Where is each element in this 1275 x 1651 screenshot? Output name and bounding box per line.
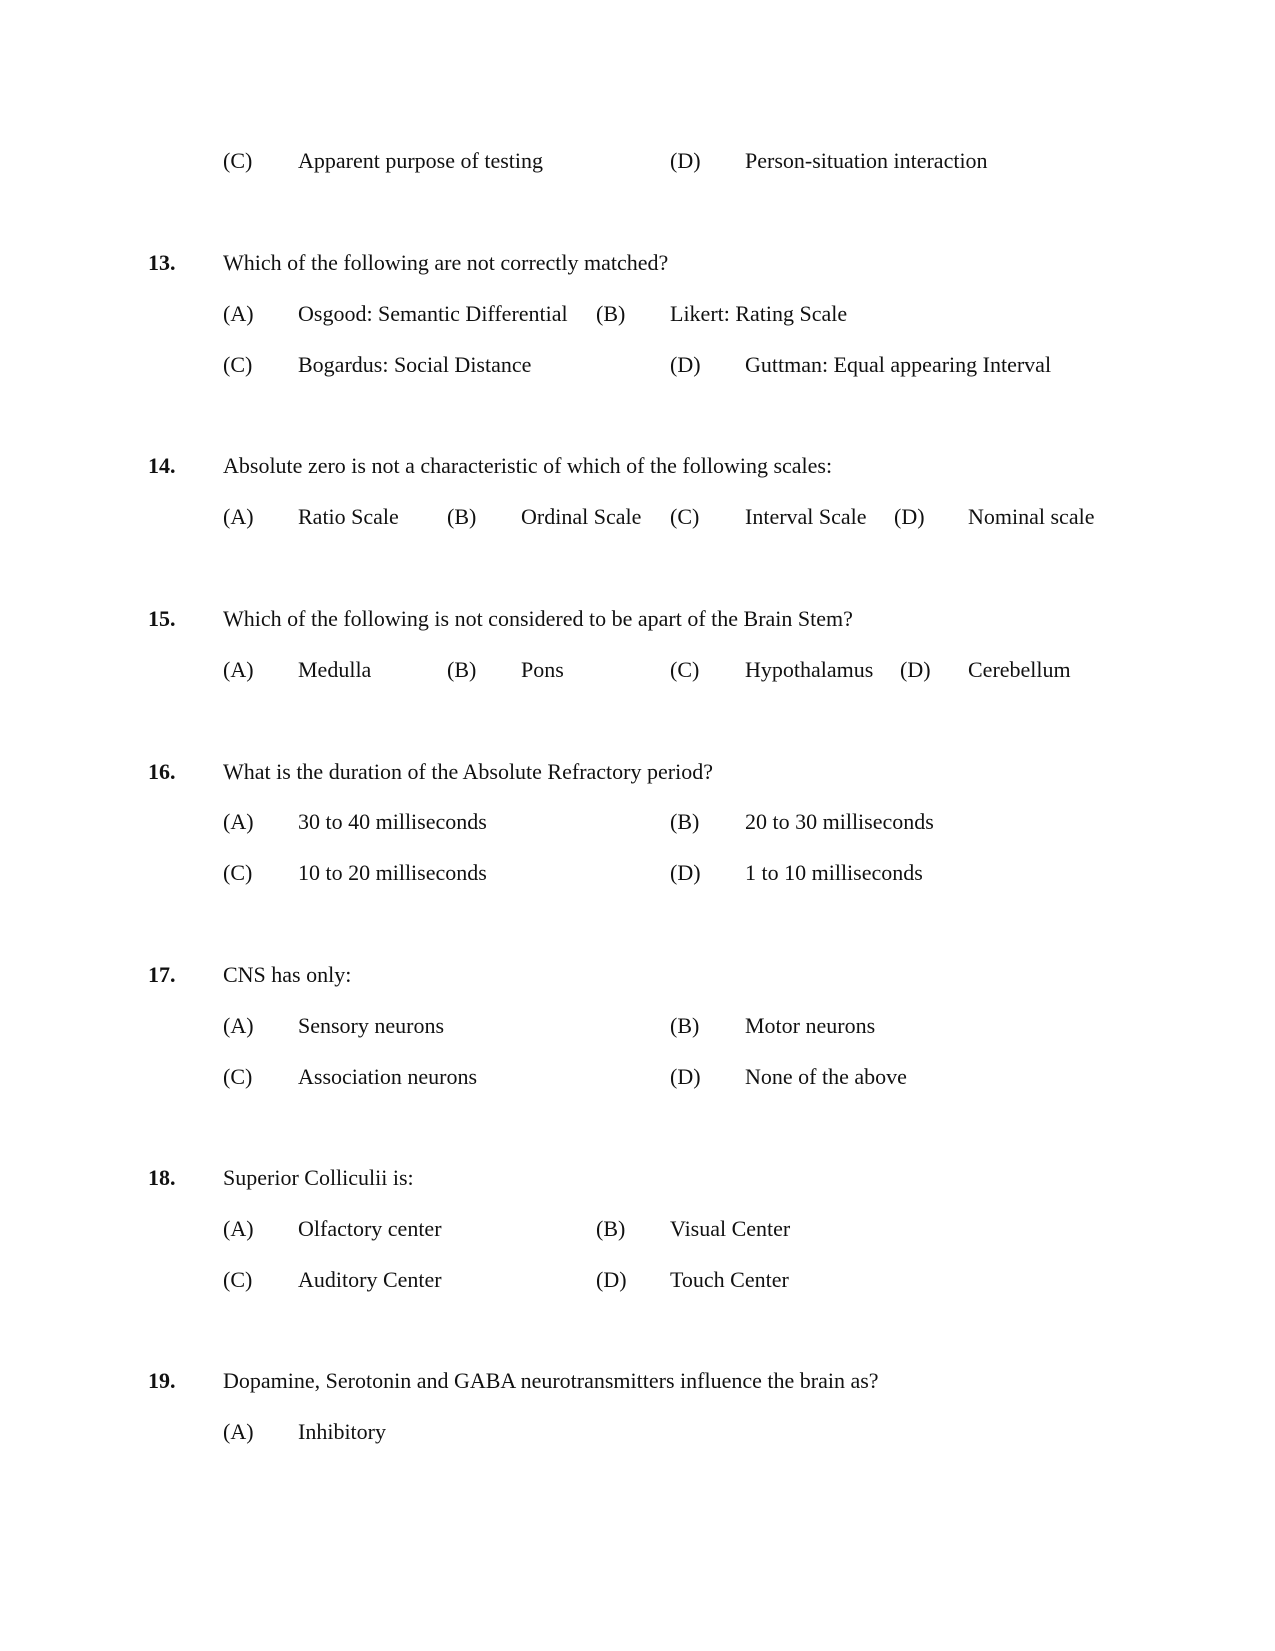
question-16-options-row-2 <box>0 857 1275 889</box>
question-14 <box>0 450 1275 482</box>
question-text: What is the duration of the Absolute Refractory period? <box>223 759 713 784</box>
question-text: Which of the following are not correctly matched? <box>223 250 669 275</box>
option-d-text: Person-situation interaction <box>745 148 988 173</box>
option-d-text: None of the above <box>745 1064 907 1089</box>
question-text: Absolute zero is not a characteristic of which of the following scales: <box>223 453 833 478</box>
question-12-options-row-2 <box>0 145 1275 177</box>
option-b-letter: (B) <box>670 1013 700 1038</box>
question-text: Superior Colliculii is: <box>223 1165 414 1190</box>
question-17 <box>0 959 1275 991</box>
question-17-options-row-1 <box>0 1010 1275 1042</box>
option-c-text: Apparent purpose of testing <box>298 148 543 173</box>
option-a-text: Osgood: Semantic Differential <box>298 301 568 326</box>
option-a-letter: (A) <box>223 657 254 682</box>
option-d-letter: (D) <box>894 504 925 529</box>
question-number: 18. <box>148 1165 176 1190</box>
option-d-letter: (D) <box>670 352 701 377</box>
question-text: CNS has only: <box>223 962 352 987</box>
option-b-text: Visual Center <box>670 1216 791 1241</box>
question-13-options-row-1 <box>0 298 1275 330</box>
option-c-text: Association neurons <box>298 1064 478 1089</box>
question-text: Which of the following is not considered to be apart of the Brain Stem? <box>223 606 853 631</box>
question-18-options-row-2 <box>0 1264 1275 1296</box>
option-d-letter: (D) <box>900 657 931 682</box>
option-b-text: Motor neurons <box>745 1013 876 1038</box>
option-a-text: Sensory neurons <box>298 1013 445 1038</box>
option-c-letter: (C) <box>223 352 253 377</box>
option-b-text: Ordinal Scale <box>521 504 642 529</box>
question-13 <box>0 247 1275 279</box>
option-b-letter: (B) <box>447 504 477 529</box>
option-c-text: Bogardus: Social Distance <box>298 352 532 377</box>
question-16-options-row-1 <box>0 806 1275 838</box>
question-number: 14. <box>148 453 176 478</box>
option-b-text: Pons <box>521 657 564 682</box>
option-c-text: Auditory Center <box>298 1267 442 1292</box>
question-17-options-row-2 <box>0 1061 1275 1093</box>
option-a-text: Medulla <box>298 657 372 682</box>
option-d-text: Nominal scale <box>968 504 1095 529</box>
option-b-letter: (B) <box>596 1216 626 1241</box>
option-c-text: Hypothalamus <box>745 657 874 682</box>
option-d-letter: (D) <box>670 860 701 885</box>
question-18-options-row-1 <box>0 1213 1275 1245</box>
question-13-options-row-2 <box>0 349 1275 381</box>
option-d-text: Touch Center <box>670 1267 789 1292</box>
question-18 <box>0 1162 1275 1194</box>
option-a-text: Olfactory center <box>298 1216 442 1241</box>
option-d-text: Guttman: Equal appearing Interval <box>745 352 1052 377</box>
question-number: 15. <box>148 606 176 631</box>
option-d-letter: (D) <box>670 1064 701 1089</box>
option-b-letter: (B) <box>447 657 477 682</box>
question-text: Dopamine, Serotonin and GABA neurotransmitters influence the brain as? <box>223 1368 879 1393</box>
option-c-text: 10 to 20 milliseconds <box>298 860 487 885</box>
question-15-options-row-1 <box>0 654 1275 686</box>
option-a-letter: (A) <box>223 1013 254 1038</box>
option-d-text: Cerebellum <box>968 657 1071 682</box>
option-b-letter: (B) <box>670 809 700 834</box>
question-16 <box>0 756 1275 788</box>
option-c-letter: (C) <box>670 504 700 529</box>
option-a-text: Inhibitory <box>298 1419 386 1444</box>
option-a-letter: (A) <box>223 301 254 326</box>
question-number: 19. <box>148 1368 176 1393</box>
option-a-letter: (A) <box>223 1419 254 1444</box>
question-15 <box>0 603 1275 635</box>
option-a-letter: (A) <box>223 809 254 834</box>
option-c-letter: (C) <box>670 657 700 682</box>
option-a-letter: (A) <box>223 1216 254 1241</box>
option-c-letter: (C) <box>223 860 253 885</box>
question-19 <box>0 1365 1275 1397</box>
option-d-text: 1 to 10 milliseconds <box>745 860 923 885</box>
option-c-letter: (C) <box>223 148 253 173</box>
option-c-letter: (C) <box>223 1267 253 1292</box>
option-b-text: Likert: Rating Scale <box>670 301 848 326</box>
option-a-text: Ratio Scale <box>298 504 399 529</box>
option-a-letter: (A) <box>223 504 254 529</box>
question-number: 17. <box>148 962 176 987</box>
option-d-letter: (D) <box>596 1267 627 1292</box>
option-c-letter: (C) <box>223 1064 253 1089</box>
option-b-letter: (B) <box>596 301 626 326</box>
question-number: 13. <box>148 250 176 275</box>
option-d-letter: (D) <box>670 148 701 173</box>
option-a-text: 30 to 40 milliseconds <box>298 809 487 834</box>
question-19-options-row-1 <box>0 1416 1275 1448</box>
question-14-options-row-1 <box>0 501 1275 533</box>
option-b-text: 20 to 30 milliseconds <box>745 809 934 834</box>
option-c-text: Interval Scale <box>745 504 867 529</box>
question-number: 16. <box>148 759 176 784</box>
